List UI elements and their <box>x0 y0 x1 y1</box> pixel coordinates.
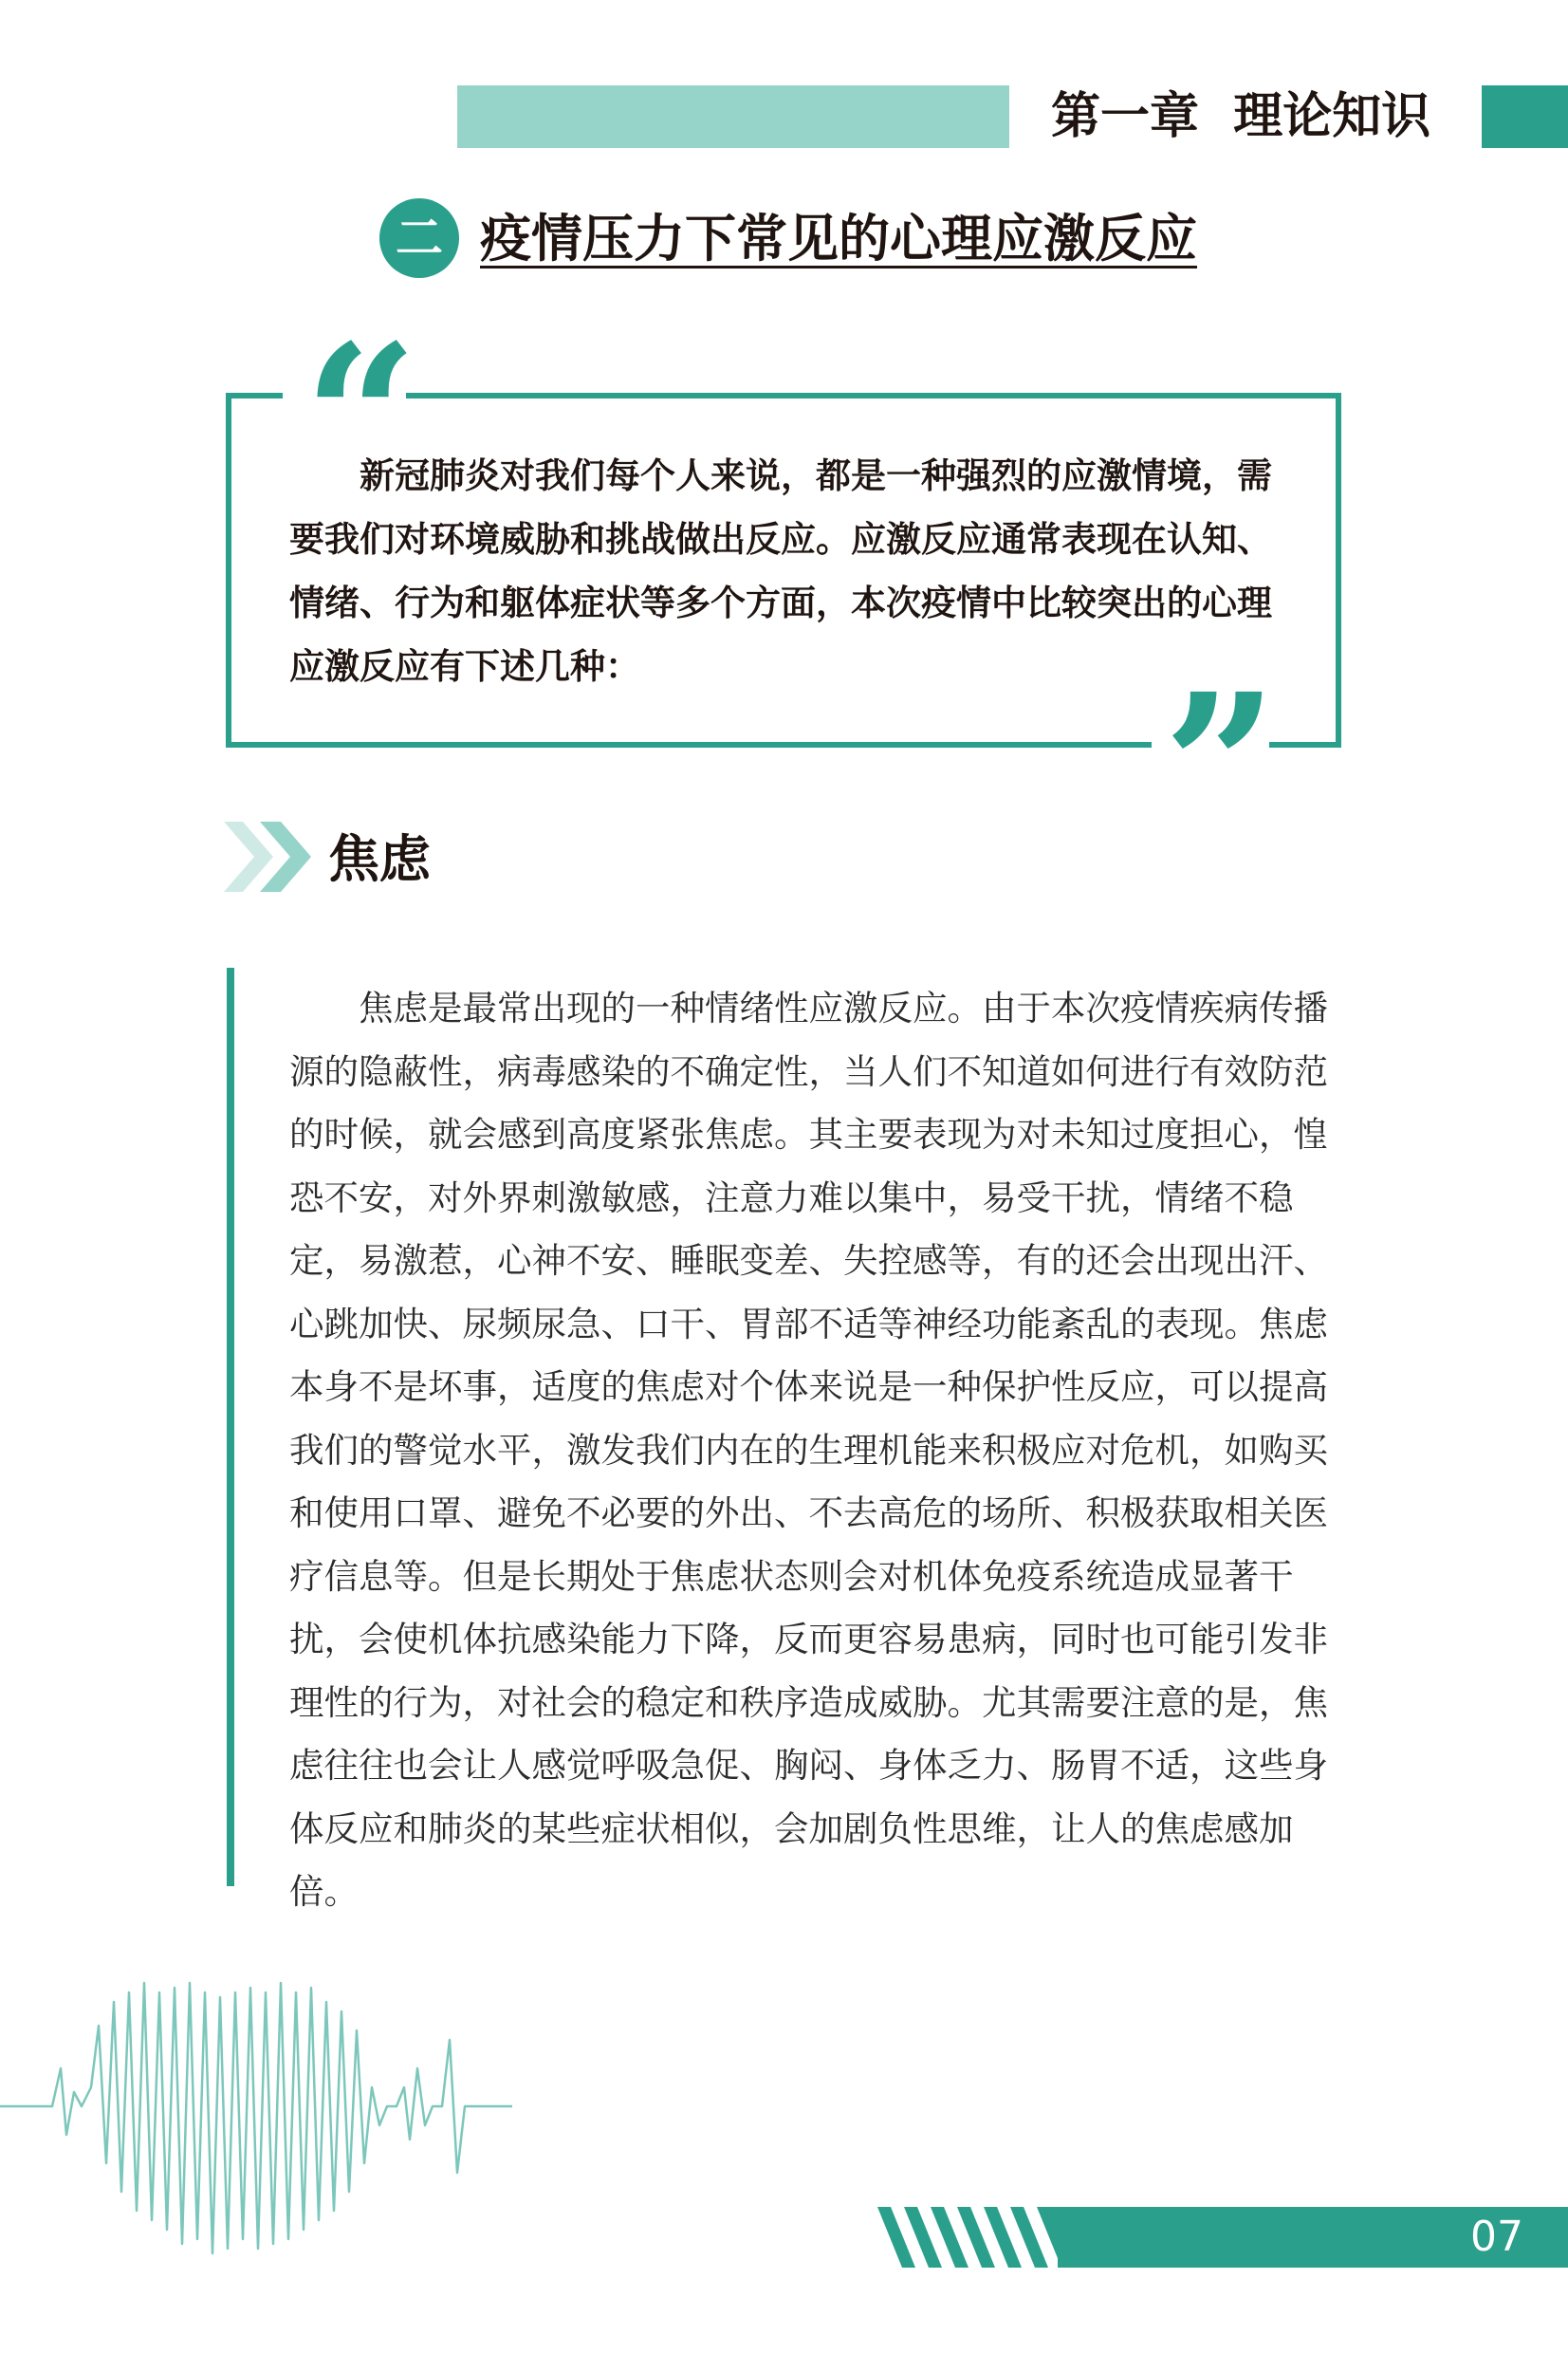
body-paragraph: 焦虑是最常出现的一种情绪性应激反应。由于本次疫情疾病传播源的隐蔽性，病毒感染的不确定性，当人们不知道如何进行有效防范的时候，就会感到高度紧张焦虑。其主要表现为对未知过度担心，惶恐不安，对外界刺激敏感，注意力难以集中，易受干扰，情绪不稳定，易激惹，心神不安、睡眠变差、失控感等，有的还会出现出汗、心跳加快、尿频尿急、口干、胃部不适等神经功能紊乱的表现。焦虑本身不是坏事，适度的焦虑对个体来说是一种保护性反应，可以提高我们的警觉水平，激发我们内在的生理机能来积极应对危机，如购买和使用口罩、避免不必要的外出、不去高危的场所、积极获取相关医疗信息等。但是长期处于焦虑状态则会对机体免疫系统造成显著干扰，会使机体抗感染能力下降，反而更容易患病，同时也可能引发非理性的行为，对社会的稳定和秩序造成威胁。尤其需要注意的是，焦虑往往也会让人感觉呼吸急促、胸闷、身体乏力、肠胃不适，这些身体反应和肺炎的某些症状相似，会加剧负性思维，让人的焦虑感加倍。 <box>289 988 1328 1912</box>
close-quote-icon: ” <box>1163 650 1278 884</box>
section-title: 疫情压力下常见的心理应激反应 <box>480 209 1197 269</box>
quote-border-top-left <box>226 393 283 398</box>
quote-border-right <box>1336 393 1341 748</box>
footer-stripes-decoration <box>877 2207 1086 2268</box>
subsection-title: 焦虑 <box>328 829 431 889</box>
open-quote-icon: “ <box>304 301 418 535</box>
quote-text: 新冠肺炎对我们每个人来说，都是一种强烈的应激情境，需要我们对环境威胁和挑战做出反应。应激反应通常表现在认知、情绪、行为和躯体症状等多个方面，本次疫情中比较突出的心理应激反应有下述几种： <box>289 455 1272 687</box>
chapter-title: 第一章 理论知识 <box>1051 88 1431 145</box>
header-accent-bar <box>457 85 1009 148</box>
page-number: 07 <box>1470 2213 1523 2261</box>
quote-border-top-right <box>406 393 1341 398</box>
quote-border-bottom-right <box>1269 742 1341 748</box>
section-number-badge: 二 <box>379 198 459 278</box>
header-corner-block <box>1482 85 1568 148</box>
quote-border-left <box>226 393 231 748</box>
quote-border-bottom-left <box>226 742 1152 748</box>
heartbeat-wave-icon <box>0 1973 512 2268</box>
body-accent-bar <box>227 968 234 1886</box>
double-chevron-icon <box>224 814 319 899</box>
